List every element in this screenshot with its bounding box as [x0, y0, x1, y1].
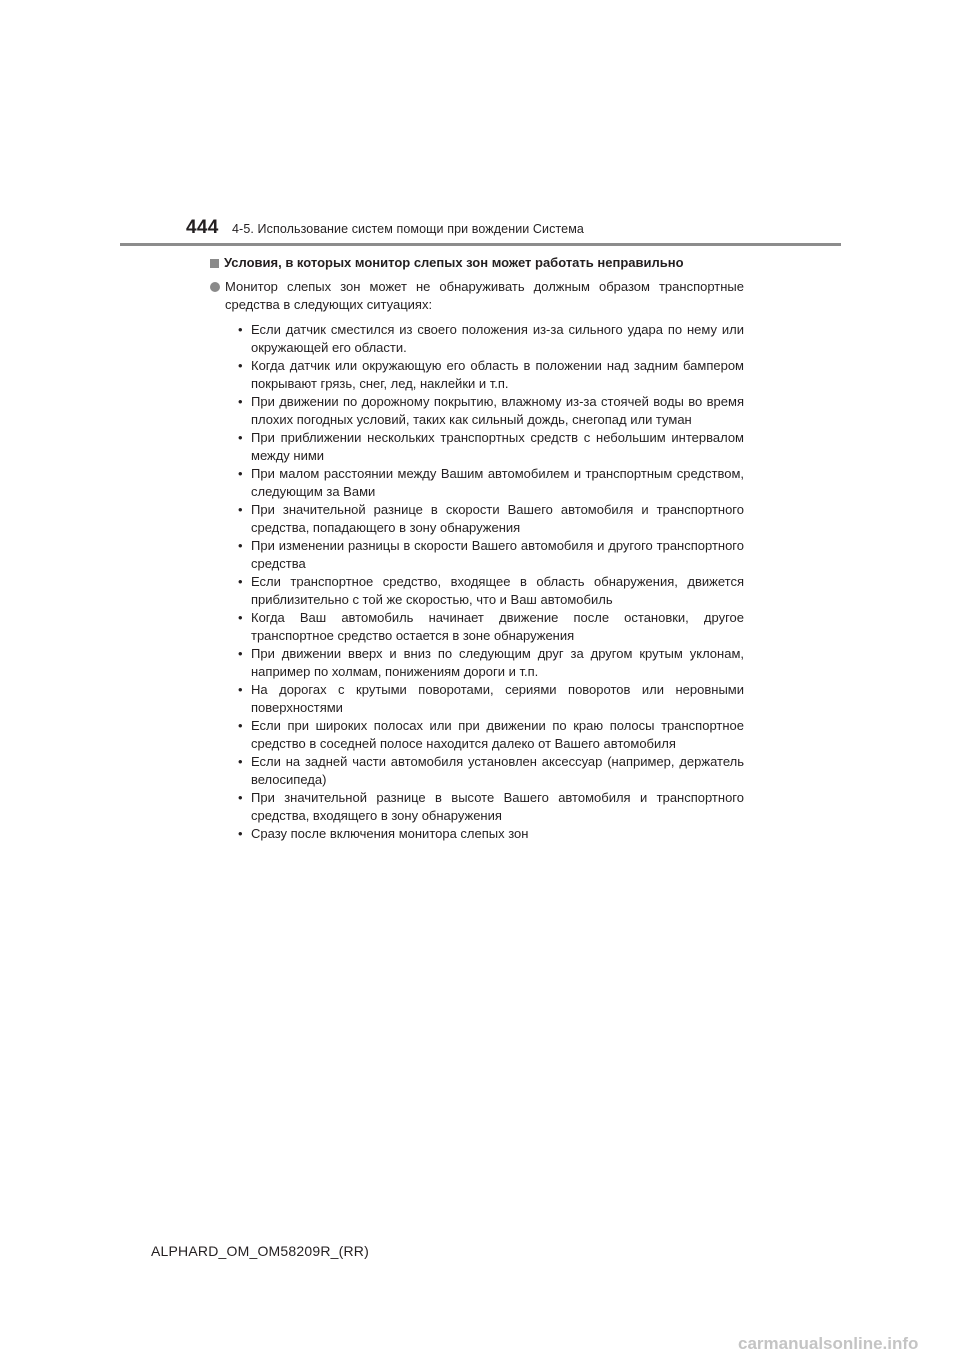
list-item-text: При изменении разницы в скорости Вашего автомобиля и другого транспортного средства — [251, 538, 744, 571]
section-heading — [210, 254, 744, 272]
bullet-dot-icon: • — [238, 610, 243, 625]
header-rule — [120, 243, 841, 246]
list-item — [238, 753, 744, 789]
list-item-text: При малом расстоянии между Вашим автомобилем и транспортным средством, следующим за Вами — [251, 466, 744, 499]
list-item — [238, 465, 744, 501]
square-icon — [210, 259, 219, 268]
bullet-dot-icon: • — [238, 502, 243, 517]
list-item-text: При приближении нескольких транспортных средств с небольшим интервалом между ними — [251, 430, 744, 463]
circle-icon — [210, 282, 220, 292]
bullet-dot-icon: • — [238, 646, 243, 661]
list-item-text: При значительной разнице в скорости Вашего автомобиля и транспортного средства, попадающего в зону обнаружения — [251, 502, 744, 535]
list-item — [238, 393, 744, 429]
list-item — [238, 429, 744, 465]
list-item — [238, 321, 744, 357]
bullet-dot-icon: • — [238, 682, 243, 697]
bullet-dot-icon: • — [238, 430, 243, 445]
bullet-dot-icon: • — [238, 394, 243, 409]
list-item-text: При движении вверх и вниз по следующим друг за другом крутым уклонам, например по холмам, понижениям дороги и т.п. — [251, 646, 744, 679]
list-item — [238, 789, 744, 825]
content — [210, 254, 744, 843]
list-item-text: Когда датчик или окружающую его область в положении над задним бампером покрывают грязь, снег, лед, наклейки и т.п. — [251, 358, 744, 391]
bullet-dot-icon: • — [238, 538, 243, 553]
footer-doc-code: ALPHARD_OM_OM58209R_(RR) — [151, 1243, 369, 1259]
list-item — [238, 645, 744, 681]
watermark-text[interactable]: carmanualsonline.info — [738, 1334, 919, 1353]
chapter-title: 4-5. Использование систем помощи при вождении Система — [232, 222, 584, 236]
bullet-dot-icon: • — [238, 790, 243, 805]
list-item-text: Когда Ваш автомобиль начинает движение после остановки, другое транспортное средство остается в зоне обнаружения — [251, 610, 744, 643]
list-item-text: Если на задней части автомобиля установлен аксессуар (например, держатель велосипеда) — [251, 754, 744, 787]
list-item — [238, 501, 744, 537]
list-item-text: Если датчик сместился из своего положения из-за сильного удара по нему или окружающей его области. — [251, 322, 744, 355]
list-item-text: При значительной разнице в высоте Вашего автомобиля и транспортного средства, входящего в зону обнаружения — [251, 790, 744, 823]
bullet-dot-icon: • — [238, 466, 243, 481]
list-item — [238, 609, 744, 645]
list-item-text: При движении по дорожному покрытию, влажному из-за стоячей воды во время плохих погодных условий, таких как сильный дождь, снегопад или туман — [251, 394, 744, 427]
lead-paragraph — [210, 278, 744, 314]
bullet-dot-icon: • — [238, 718, 243, 733]
bullet-dot-icon: • — [238, 322, 243, 337]
condition-list — [210, 321, 744, 843]
bullet-dot-icon: • — [238, 826, 243, 841]
list-item — [238, 825, 744, 843]
list-item — [238, 357, 744, 393]
list-item — [238, 717, 744, 753]
section-heading-text: Условия, в которых монитор слепых зон может работать неправильно — [224, 255, 684, 270]
bullet-dot-icon: • — [238, 358, 243, 373]
lead-text: Монитор слепых зон может не обнаруживать должным образом транспортные средства в следующих ситуациях: — [225, 279, 744, 312]
list-item-text: На дорогах с крутыми поворотами, сериями поворотов или неровными поверхностями — [251, 682, 744, 715]
list-item — [238, 573, 744, 609]
bullet-dot-icon: • — [238, 574, 243, 589]
list-item — [238, 537, 744, 573]
list-item — [238, 681, 744, 717]
list-item-text: Если транспортное средство, входящее в область обнаружения, движется приблизительно с той же скоростью, что и Ваш автомобиль — [251, 574, 744, 607]
list-item-text: Сразу после включения монитора слепых зон — [251, 826, 529, 841]
page-number: 444 — [186, 217, 219, 238]
list-item-text: Если при широких полосах или при движении по краю полосы транспортное средство в соседней полосе находится далеко от Вашего автомобиля — [251, 718, 744, 751]
bullet-dot-icon: • — [238, 754, 243, 769]
